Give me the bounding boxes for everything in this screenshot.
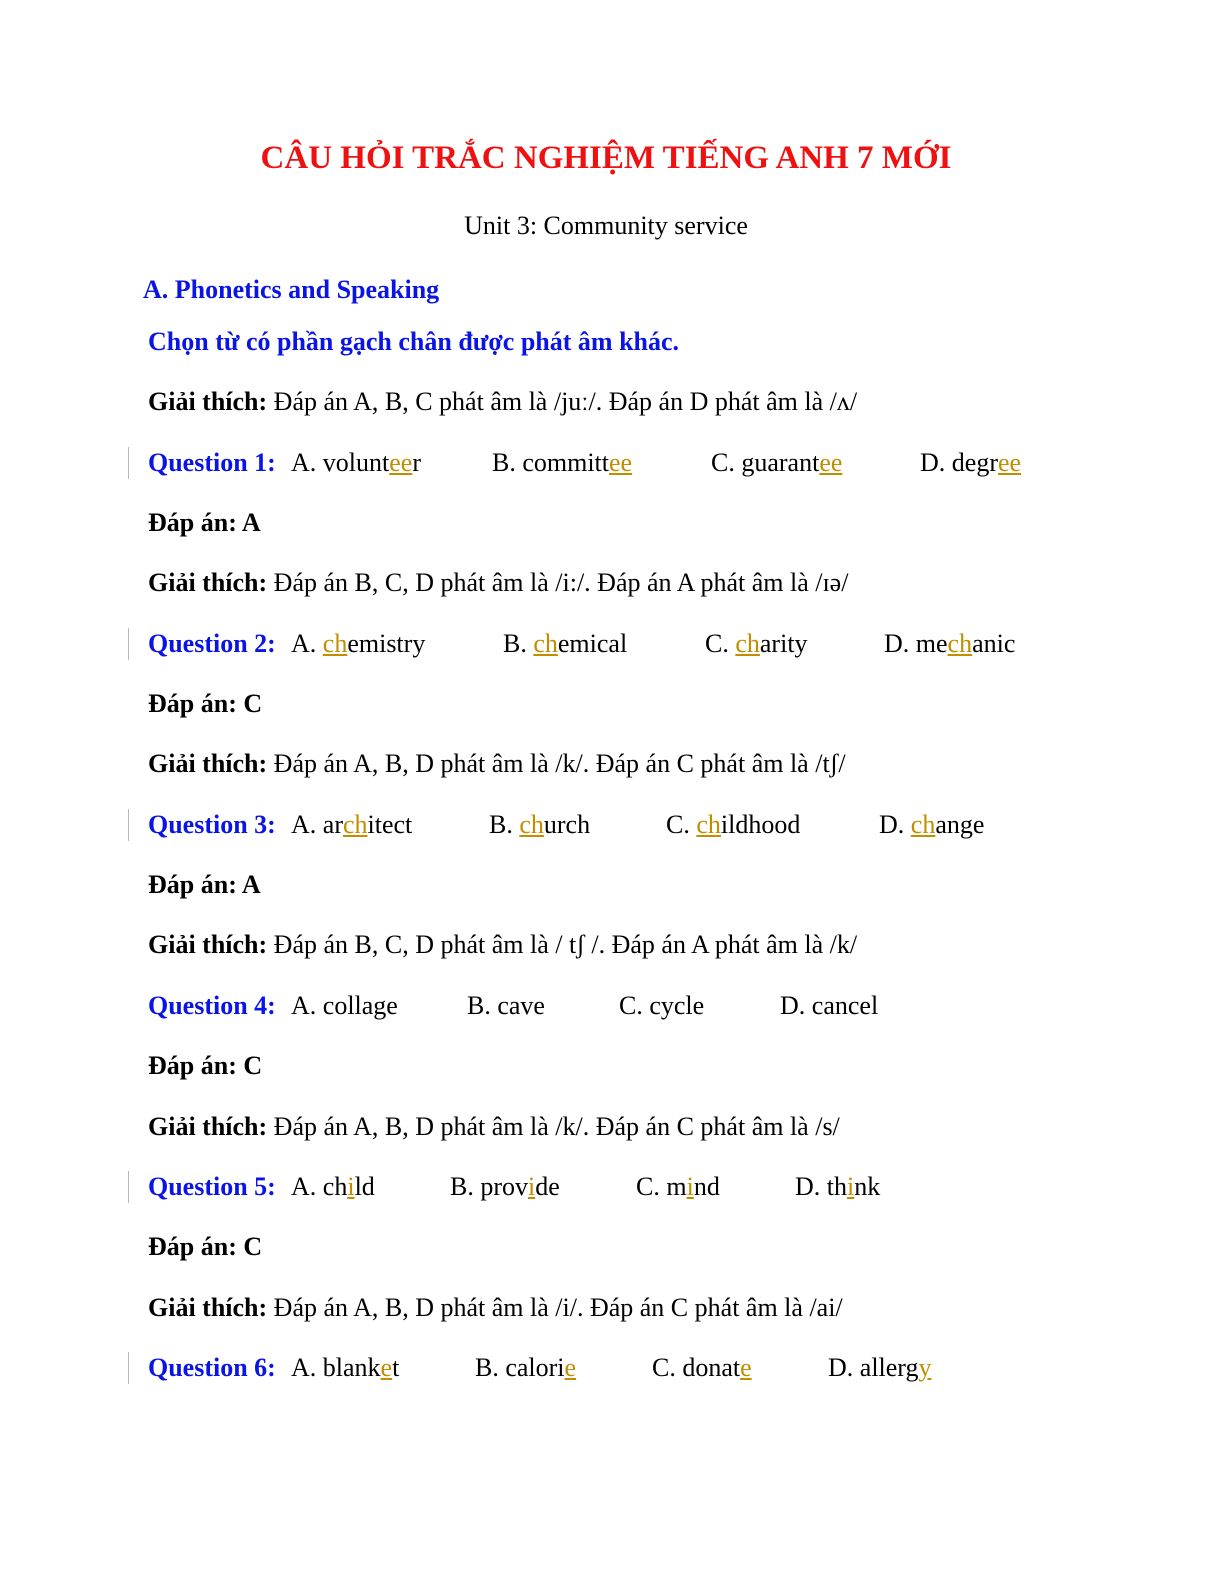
explanation-text: Đáp án A, B, C phát âm là /juː/. Đáp án D phát âm là /ʌ/ [273,387,858,416]
question-label: Question 2: [148,629,276,658]
margin-marker [128,447,129,479]
underlined-sound: ch [696,810,721,839]
question-row [148,1351,1148,1385]
underlined-sound: ch [342,810,368,839]
explanation-line: Giải thích: Đáp án A, B, D phát âm là /k/. Đáp án C phát âm là /s/ [148,1112,840,1141]
option-d: D. change [879,810,985,839]
underlined-sound: ee [609,448,633,477]
answer-line: Đáp án: A [148,870,261,899]
question-label: Question 6: [148,1353,276,1382]
option-d: D. degree [920,448,1022,477]
question-row [148,989,1148,1023]
explanation-label: Giải thích: [148,387,268,416]
underlined-sound: ch [735,629,760,658]
underlined-sound: i [686,1172,694,1201]
unit-subtitle: Unit 3: Community service [464,211,748,240]
option-c: C. guarantee [711,448,843,477]
underlined-sound: ee [389,448,413,477]
margin-marker [128,1352,129,1384]
option-b: B. provide [450,1172,560,1201]
explanation-line [148,385,857,419]
underlined-sound: i [528,1172,536,1201]
underlined-sound: e [380,1353,393,1382]
option-c: C. childhood [666,810,801,839]
option-d: D. cancel [780,991,879,1020]
underlined-sound: ch [519,810,544,839]
question-row [148,808,1148,842]
explanation-line: Giải thích: Đáp án B, C, D phát âm là / tʃ /. Đáp án A phát âm là /k/ [148,930,858,959]
option-b: B. chemical [503,629,628,658]
answer-line: Đáp án: C [148,1232,263,1261]
question-label: Question 4: [148,991,276,1020]
underlined-sound: i [347,1172,355,1201]
underlined-sound: e [564,1353,577,1382]
option-c: C. donate [652,1353,752,1382]
option-c: C. mind [636,1172,720,1201]
answer-line: Đáp án: C [148,1051,263,1080]
question-row [148,1170,1148,1204]
underlined-sound: ch [322,629,348,658]
page-title: CÂU HỎI TRẮC NGHIỆM TIẾNG ANH 7 MỚI [260,140,952,176]
underlined-sound: i [847,1172,855,1201]
question-label: Question 1: [148,448,276,477]
option-c: C. charity [705,629,808,658]
option-a: A. chemistry [291,629,426,658]
question-label: Question 3: [148,810,276,839]
question-label: Question 5: [148,1172,276,1201]
instruction-text: Chọn từ có phần gạch chân được phát âm khác. [148,327,680,356]
option-a: A. architect [291,810,413,839]
margin-marker [128,628,129,660]
option-a: A. volunteer [291,448,421,477]
underlined-sound: ch [947,629,973,658]
answer-line: Đáp án: C [148,689,263,718]
option-b: B. church [489,810,591,839]
option-a: A. collage [291,991,398,1020]
margin-marker [128,809,129,841]
explanation-line: Giải thích: Đáp án B, C, D phát âm là /i:/. Đáp án A phát âm là /ɪə/ [148,568,849,597]
explanation-line: Giải thích: Đáp án A, B, D phát âm là /i/. Đáp án C phát âm là /ai/ [148,1293,843,1322]
option-b: B. calorie [475,1353,577,1382]
question-row [148,627,1148,661]
answer-line: Đáp án: A [148,508,261,537]
option-b: B. committee [492,448,633,477]
explanation-line: Giải thích: Đáp án A, B, D phát âm là /k/. Đáp án C phát âm là /tʃ/ [148,749,846,778]
option-d: D. allergy [828,1353,932,1382]
margin-marker [128,1171,129,1203]
option-d: D. think [795,1172,881,1201]
option-c: C. cycle [619,991,705,1020]
underlined-sound: y [918,1353,932,1382]
underlined-sound: ee [997,448,1022,477]
section-heading: A. Phonetics and Speaking [143,275,440,304]
option-b: B. cave [467,991,545,1020]
underlined-sound: ch [533,629,558,658]
option-d: D. mechanic [884,629,1016,658]
underlined-sound: ch [910,810,936,839]
option-a: A. child [291,1172,375,1201]
question-row [148,446,1148,480]
underlined-sound: e [740,1353,752,1382]
option-a: A. blanket [291,1353,400,1382]
underlined-sound: ee [819,448,843,477]
